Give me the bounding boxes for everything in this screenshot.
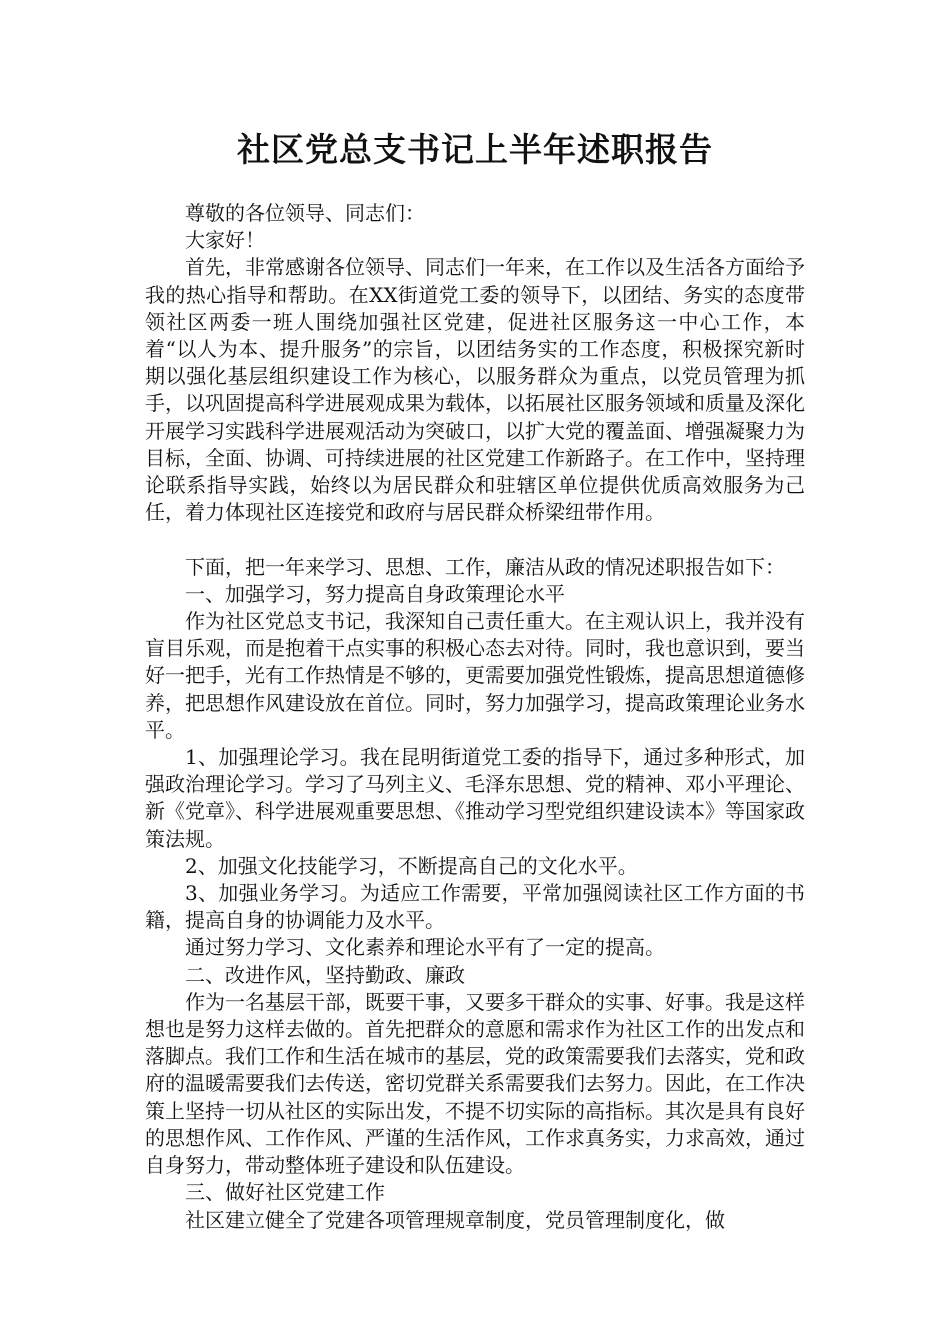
- section-heading-1: 一、加强学习，努力提高自身政策理论水平: [185, 581, 565, 606]
- section-heading-3: 三、做好社区党建工作: [185, 1180, 385, 1205]
- document-title: 社区党总支书记上半年述职报告: [237, 130, 713, 169]
- section-3-paragraph: 社区建立健全了党建各项管理规章制度，党员管理制度化，做: [185, 1207, 725, 1232]
- section-1-item-2: 2、加强文化技能学习，不断提高自己的文化水平。: [185, 853, 638, 878]
- intro-paragraph: 首先，非常感谢各位领导、同志们一年来，在工作以及生活各方面给予我的热心指导和帮助。在XX街道党工委的领导下，以团结、务实的态度带领社区两委一班人围绕加强社区党建，促进社区服务这一中心工作，本着“以人为本、提升服务”的宗旨，以团结务实的工作态度，积极探究新时期以强化基层组织建设工作为核心，以服务群众为重点，以党员管理为抓手，以巩固提高科学进展观成果为载体，以拓展社区服务领域和质量及深化开展学习实践科学进展观活动为突破口，以扩大党的覆盖面、增强凝聚力为目标，全面、协调、可持续进展的社区党建工作新路子。在工作中，坚持理论联系指导实践，始终以为居民群众和驻辖区单位提供优质高效服务为己任，着力体现社区连接党和政府与居民群众桥梁纽带作用。: [145, 255, 805, 525]
- section-1-paragraph: 作为社区党总支书记，我深知自己责任重大。在主观认识上，我并没有盲目乐观，而是抱着干点实事的积极心态去对待。同时，我也意识到，要当好一把手，光有工作热情是不够的，更需要加强党性锻炼，提高思想道德修养，把思想作风建设放在首位。同时，努力加强学习，提高政策理论业务水平。: [145, 609, 805, 742]
- document-page: [145, 128, 805, 1234]
- greeting: 大家好！: [185, 228, 265, 253]
- salutation: 尊敬的各位领导、同志们：: [185, 201, 425, 225]
- section-1-item-1: 1、加强理论学习。我在昆明街道党工委的指导下，通过多种形式，加强政治理论学习。学习了马列主义、毛泽东思想、党的精神、邓小平理论、新《党章》、科学进展观重要思想、《推动学习型党组织建设读本》等国家政策法规。: [145, 745, 805, 851]
- document-body: [145, 200, 805, 1234]
- section-1-summary: 通过努力学习、文化素养和理论水平有了一定的提高。: [185, 935, 665, 960]
- section-heading-2: 二、改进作风，坚持勤政、廉政: [185, 962, 465, 987]
- paragraph-gap: [145, 526, 805, 553]
- section-1-item-3: 3、加强业务学习。为适应工作需要，平常加强阅读社区工作方面的书籍，提高自身的协调能力及水平。: [145, 881, 805, 933]
- report-lead-paragraph: 下面，把一年来学习、思想、工作，廉洁从政的情况述职报告如下：: [185, 554, 785, 579]
- section-2-paragraph: 作为一名基层干部，既要干事，又要多干群众的实事、好事。我是这样想也是努力这样去做的。首先把群众的意愿和需求作为社区工作的出发点和落脚点。我们工作和生活在城市的基层，党的政策需要我们去落实，党和政府的温暖需要我们去传送，密切党群关系需要我们去努力。因此，在工作决策上坚持一切从社区的实际出发，不提不切实际的高指标。其次是具有良好的思想作风、工作作风、严谨的生活作风，工作求真务实，力求高效，通过自身努力，带动整体班子建设和队伍建设。: [145, 989, 805, 1178]
